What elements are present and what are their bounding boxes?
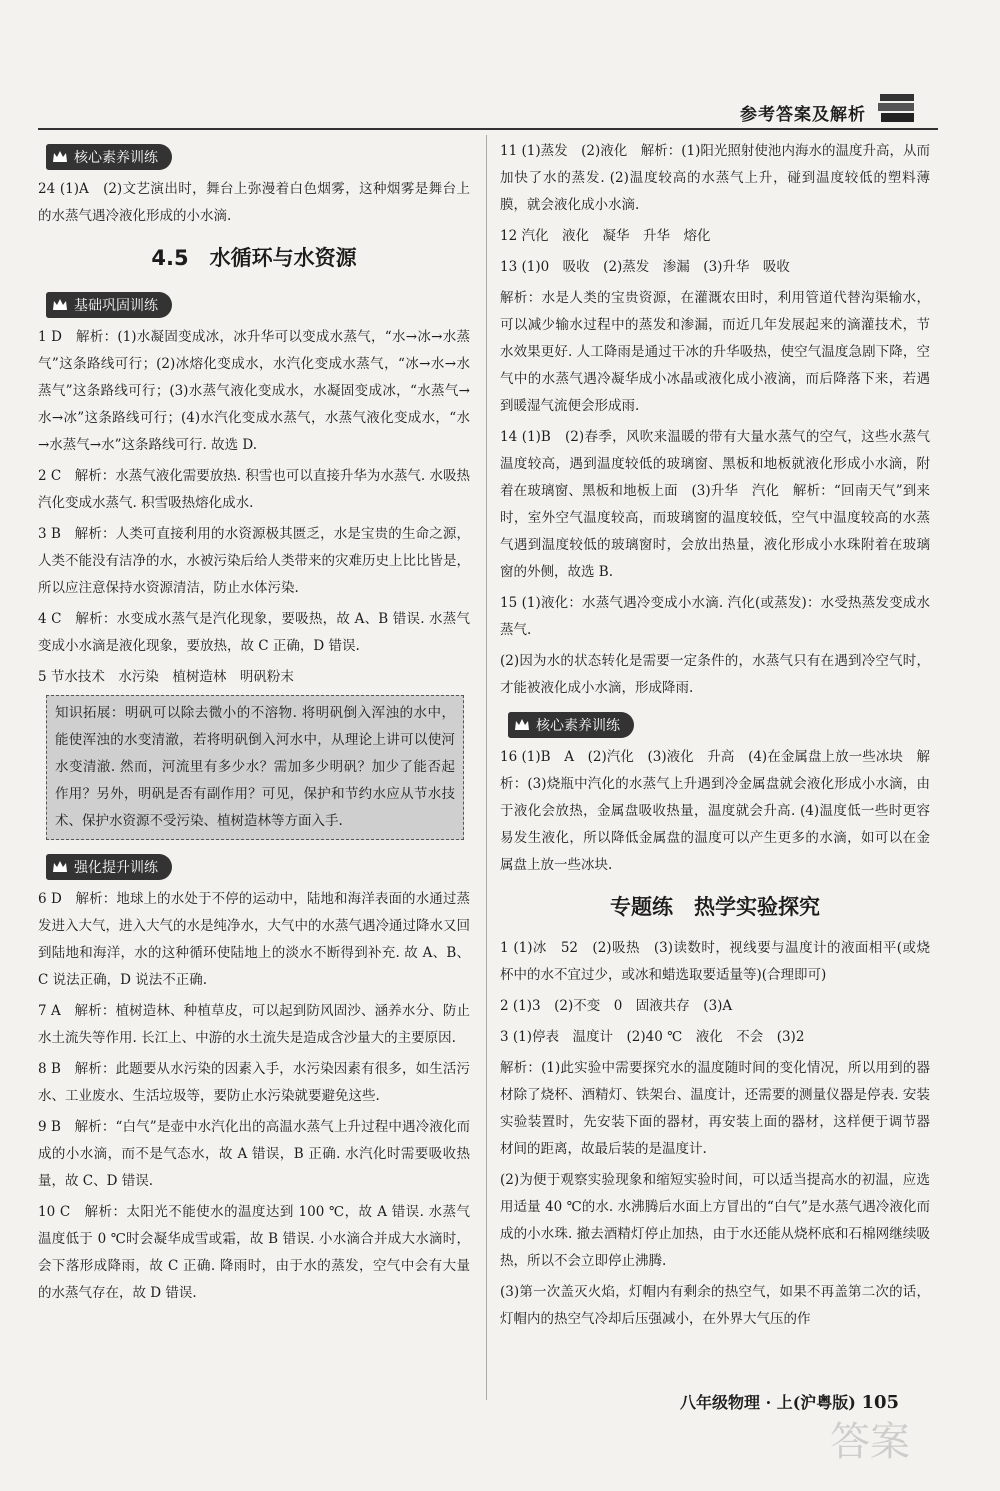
section-banner (46, 854, 172, 880)
crown-icon (52, 298, 68, 312)
banner-label: 基础巩固训练 (74, 298, 158, 314)
answer-item: 14 (1)B (2)春季，风吹来温暖的带有大量水蒸气的空气，这些水蒸气温度较高，遇到温度较低的玻璃窗、黑板和地板就液化形成小水滴，附着在玻璃窗、黑板和地板上面 (3)升华 汽化 解析：“回南天气”到来时，室外空气温度较高，而玻璃窗的温度较低，空气中温度较高的水蒸气遇到温度较低的玻璃窗时，会放出热量，液化形成小水珠附着在玻璃窗的外侧，故选 B. (500, 429, 930, 580)
answer-item: 8 B 解析：此题要从水污染的因素入手，水污染因素有很多，如生活污水、工业废水、生活垃圾等，要防止水污染就要避免这些. (38, 1061, 470, 1104)
answer-item: 12 汽化 液化 凝华 升华 熔化 (500, 228, 711, 244)
answer-item: 16 (1)B A (2)汽化 (3)液化 升高 (4)在金属盘上放一些冰块 解析：(3)烧瓶中汽化的水蒸气上升遇到冷金属盘就会液化形成小水滴，由于液化会放热，金属盘吸收热量，温度就会升高. (4)温度低一些时更容易发生液化，所以降低金属盘的温度可以产生更多的水滴，如可以在金属盘上放一些冰块. (500, 749, 930, 873)
answer-item: 1 (1)冰 52 (2)吸热 (3)读数时，视线要与温度计的液面相平(或烧杯中的水不宜过少，或冰和蜡选取要适量等)(合理即可) (500, 940, 930, 983)
answer-item: 15 (1)液化：水蒸气遇冷变成小水滴. 汽化(或蒸发)：水受热蒸发变成水蒸气. (500, 595, 930, 638)
answer-item: 4 C 解析：水变成水蒸气是汽化现象，要吸热，故 A、B 错误. 水蒸气变成小水滴是液化现象，要放热，故 C 正确，D 错误. (38, 611, 470, 654)
answer-item: 9 B 解析：“白气”是壶中水汽化出的高温水蒸气上升过程中遇冷液化而成的小水滴，而不是气态水，故 A 错误，B 正确. 水汽化时需要吸收热量，故 C、D 错误. (38, 1119, 470, 1189)
answer-item: 6 D 解析：地球上的水处于不停的运动中，陆地和海洋表面的水通过蒸发进入大气，进入大气的水是纯净水，大气中的水蒸气遇冷通过降水又回到陆地和海洋，水的这种循环使陆地上的淡水不断得到补充. 故 A、B、C 说法正确，D 说法不正确. (38, 891, 470, 988)
answer-item: 3 B 解析：人类可直接利用的水资源极其匮乏，水是宝贵的生命之源，人类不能没有洁净的水，水被污染后给人类带来的灾难历史上比比皆是，所以应注意保持水资源清洁，防止水体污染. (38, 526, 470, 596)
page-number: 105 (861, 1392, 900, 1413)
section-title: 4.5 水循环与水资源 (151, 246, 357, 270)
answer-item: 3 (1)停表 温度计 (2)40 ℃ 液化 不会 (3)2 (500, 1029, 805, 1045)
knowledge-extension-box: 知识拓展：明矾可以除去微小的不溶物. 将明矾倒入浑浊的水中，能使浑浊的水变清澈，若将明矾倒入河水中，从理论上讲可以使河水变清澈. 然而，河流里有多少水？需加多少明矾？加少了能否起作用？另外，明矾是否有副作用？可见，保护和节约水应从节水技术、保护水资源不受污染、植树造林等方面入手. (46, 695, 464, 840)
page-header: 参考答案及解析 (740, 105, 866, 125)
answer-item: 24 (1)A (2)文艺演出时，舞台上弥漫着白色烟雾，这种烟雾是舞台上的水蒸气遇冷液化形成的小水滴. (38, 181, 470, 224)
answer-item: 13 (1)0 吸收 (2)蒸发 渗漏 (3)升华 吸收 (500, 259, 790, 275)
footer-label: 八年级物理 · 上(沪粤版) (680, 1393, 856, 1412)
watermark-logo (820, 1410, 980, 1480)
banner-label: 核心素养训练 (536, 718, 620, 734)
section-title: 专题练 热学实验探究 (610, 895, 820, 919)
crown-icon (52, 860, 68, 874)
right-column (500, 138, 930, 1337)
answer-item: 7 A 解析：植树造林、种植草皮，可以起到防风固沙、涵养水分、防止水土流失等作用. 长江上、中游的水土流失是造成含沙量大的主要原因. (38, 1003, 470, 1046)
crown-icon (52, 150, 68, 164)
answer-item: 11 (1)蒸发 (2)液化 解析：(1)阳光照射使池内海水的温度升高，从而加快了水的蒸发. (2)温度较高的水蒸气上升，碰到温度较低的塑料薄膜，就会液化成小水滴. (500, 143, 930, 213)
svg-text:答案: 答案 (830, 1419, 910, 1465)
banner-label: 强化提升训练 (74, 860, 158, 876)
banner-label: 核心素养训练 (74, 150, 158, 166)
crown-icon (514, 718, 530, 732)
section-banner (46, 292, 172, 318)
answer-item: 2 (1)3 (2)不变 0 固液共存 (3)A (500, 998, 733, 1014)
section-banner (46, 144, 172, 170)
answer-item: 2 C 解析：水蒸气液化需要放热. 积雪也可以直接升华为水蒸气. 水吸热汽化变成水蒸气. 积雪吸热熔化成水. (38, 468, 470, 511)
answer-item: (3)第一次盖灭火焰，灯帽内有剩余的热空气，如果不再盖第二次的话，灯帽内的热空气冷却后压强减小，在外界大气压的作 (500, 1284, 930, 1327)
answer-item: 解析：(1)此实验中需要探究水的温度随时间的变化情况，所以用到的器材除了烧杯、酒精灯、铁架台、温度计，还需要的测量仪器是停表. 安装实验装置时，先安装下面的器材，再安装上面的器材，这样便于调节器材间的距离，故最后装的是温度计. (500, 1060, 930, 1157)
books-icon (878, 90, 916, 126)
answer-item: (2)为便于观察实验现象和缩短实验时间，可以适当提高水的初温，应选用适量 40 ℃的水. 水沸腾后水面上方冒出的“白气”是水蒸气遇冷液化而成的小水珠. 撤去酒精灯停止加热，由于水还能从烧杯底和石棉网继续吸热，所以不会立即停止沸腾. (500, 1172, 930, 1269)
answer-item: (2)因为水的状态转化是需要一定条件的，水蒸气只有在遇到冷空气时，才能被液化成小水滴，形成降雨. (500, 653, 930, 696)
section-banner (508, 712, 634, 738)
answer-item: 5 节水技术 水污染 植树造林 明矾粉末 (38, 669, 294, 685)
answer-item: 解析：水是人类的宝贵资源，在灌溉农田时，利用管道代替沟渠输水，可以减少输水过程中的蒸发和渗漏，而近几年发展起来的滴灌技术，节水效果更好. 人工降雨是通过干冰的升华吸热，使空气温度急剧下降，空气中的水蒸气遇冷凝华成小冰晶或液化成小液滴，而后降落下来，若遇到暖湿气流便会形成雨. (500, 290, 930, 414)
answer-item: 1 D 解析：(1)水凝固变成冰，冰升华可以变成水蒸气，“水→冰→水蒸气”这条路线可行；(2)冰熔化变成水，水汽化变成水蒸气，“冰→水→水蒸气”这条路线可行；(3)水蒸气液化变成水，水凝固变成冰，“水蒸气→水→冰”这条路线可行；(4)水汽化变成水蒸气，水蒸气液化变成水，“水→水蒸气→水”这条路线可行. 故选 D. (38, 329, 470, 453)
column-divider (486, 135, 487, 1400)
left-column (38, 138, 470, 1311)
header-rule (38, 128, 938, 130)
answer-item: 10 C 解析：太阳光不能使水的温度达到 100 ℃，故 A 错误. 水蒸气温度低于 0 ℃时会凝华成雪或霜，故 B 错误. 小水滴合并成大水滴时，会下落形成降雨，故 C 正确. 降雨时，由于水的蒸发，空气中会有大量的水蒸气存在，故 D 错误. (38, 1204, 470, 1301)
